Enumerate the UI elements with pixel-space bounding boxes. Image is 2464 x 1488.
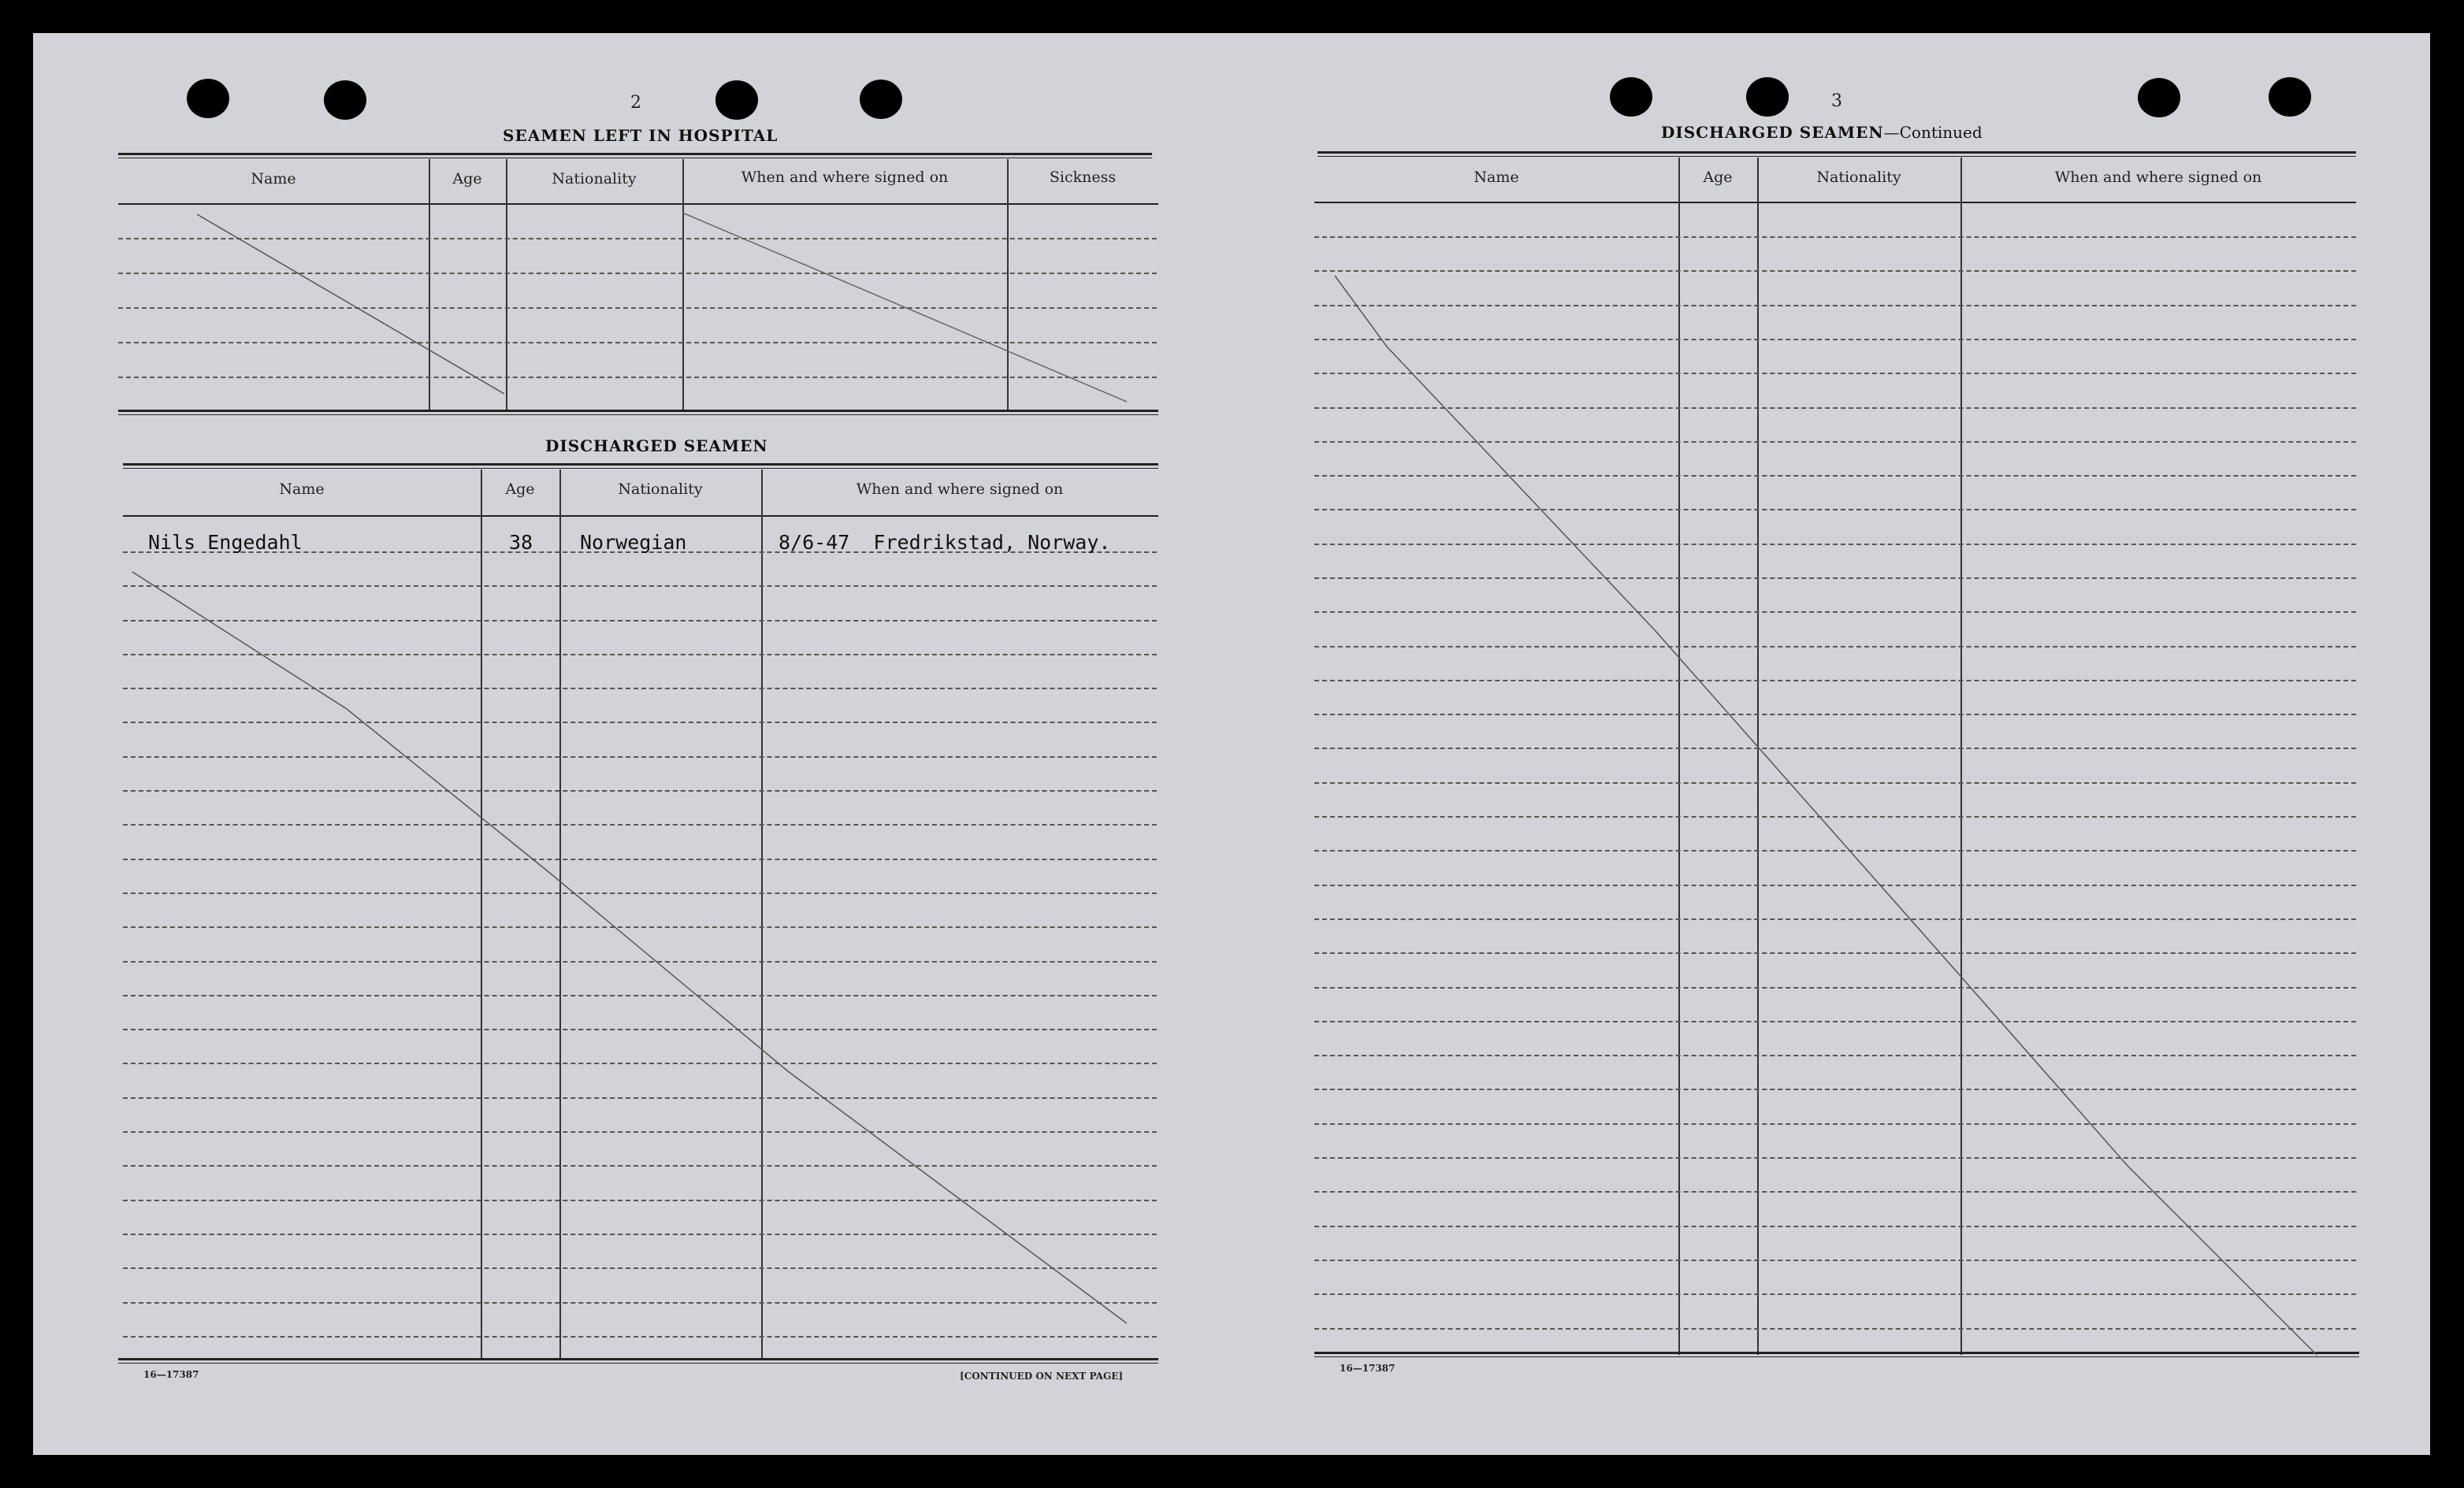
row-line xyxy=(123,756,1157,758)
continued-note: [CONTINUED ON NEXT PAGE] xyxy=(960,1371,1124,1382)
right-top-rule-thin xyxy=(1317,156,2356,157)
discharged-col-signed-on: When and where signed on xyxy=(856,481,1064,498)
hospital-column-divider xyxy=(1007,159,1009,411)
row-line xyxy=(1314,952,2356,954)
row-line xyxy=(1314,270,2356,272)
hospital-col-age: Age xyxy=(452,170,482,187)
row-line xyxy=(1314,475,2356,477)
discharged-header-rule xyxy=(123,515,1158,517)
discharged-continued-title-suffix: —Continued xyxy=(1883,123,1983,142)
row-line xyxy=(123,824,1157,826)
row-line xyxy=(1314,339,2356,340)
punch-hole xyxy=(860,80,902,119)
form-number-left: 16—17387 xyxy=(143,1369,199,1380)
hospital-column-divider xyxy=(506,159,507,411)
right-column-divider xyxy=(1678,158,1680,1355)
right-header-rule xyxy=(1314,202,2356,203)
row-line xyxy=(1314,1260,2356,1261)
row-line xyxy=(123,1267,1157,1269)
right-column-divider xyxy=(1757,158,1759,1355)
entry-age: 38 xyxy=(509,531,533,554)
row-line xyxy=(1314,544,2356,545)
row-line xyxy=(123,926,1157,928)
hospital-header-rule xyxy=(118,203,1158,205)
hospital-row-line xyxy=(118,342,1157,343)
punch-hole xyxy=(2269,77,2311,117)
discharged-top-rule-thin xyxy=(123,468,1158,469)
discharged-col-name: Name xyxy=(279,481,325,498)
entry-name: Nils Engedahl xyxy=(148,531,303,554)
row-line xyxy=(123,688,1157,689)
row-line xyxy=(1314,987,2356,989)
discharged-bottom-rule-thin xyxy=(118,1363,1158,1364)
hospital-row-line xyxy=(118,273,1157,274)
row-line xyxy=(123,995,1157,996)
row-line xyxy=(1314,305,2356,306)
row-line xyxy=(1314,748,2356,749)
ledger-sheet xyxy=(33,33,2430,1455)
punch-hole xyxy=(2138,78,2180,117)
discharged-col-nationality: Nationality xyxy=(618,481,703,498)
right-bottom-rule-thin xyxy=(1314,1356,2359,1357)
row-line xyxy=(1314,782,2356,784)
hospital-column-divider xyxy=(429,159,430,411)
hospital-col-signed-on: When and where signed on xyxy=(741,169,949,186)
row-line xyxy=(1314,850,2356,852)
discharged-top-rule xyxy=(123,463,1158,466)
row-line xyxy=(1314,1293,2356,1295)
row-line xyxy=(123,1097,1157,1099)
discharged-continued-title xyxy=(1661,123,1983,142)
hospital-bottom-rule xyxy=(118,410,1158,412)
row-line xyxy=(123,620,1157,622)
row-line xyxy=(123,654,1157,655)
punch-hole xyxy=(1746,77,1789,117)
discharged-continued-title-main: DISCHARGED SEAMEN xyxy=(1661,123,1884,142)
hospital-row-line xyxy=(118,307,1157,309)
row-line xyxy=(1314,1089,2356,1090)
discharged-column-divider xyxy=(559,469,561,1360)
row-line xyxy=(1314,577,2356,579)
row-line xyxy=(1314,918,2356,920)
hospital-row-line xyxy=(118,377,1157,378)
row-line xyxy=(1314,611,2356,613)
page-number-left: 2 xyxy=(630,93,641,113)
punch-hole xyxy=(187,79,229,118)
row-line xyxy=(1314,509,2356,510)
row-line xyxy=(123,1200,1157,1201)
discharged-bottom-rule xyxy=(118,1358,1158,1360)
row-line xyxy=(123,1063,1157,1064)
hospital-row-line xyxy=(118,238,1157,239)
hospital-column-divider xyxy=(682,159,684,411)
row-line xyxy=(123,859,1157,860)
row-line xyxy=(1314,1055,2356,1056)
row-line xyxy=(123,1234,1157,1235)
row-line xyxy=(123,961,1157,963)
row-line xyxy=(123,1029,1157,1030)
row-line xyxy=(1314,680,2356,681)
row-line xyxy=(123,585,1157,587)
punch-hole xyxy=(1610,77,1652,117)
discharged-column-divider xyxy=(761,469,763,1360)
discharged-col-age: Age xyxy=(505,481,535,498)
right-column-divider xyxy=(1960,158,1962,1355)
hospital-section-title: SEAMEN LEFT IN HOSPITAL xyxy=(503,126,779,145)
row-line xyxy=(1314,373,2356,374)
row-line xyxy=(123,1336,1157,1338)
row-line xyxy=(1314,1191,2356,1193)
discharged-section-title: DISCHARGED SEAMEN xyxy=(545,436,768,455)
right-top-rule xyxy=(1317,151,2356,154)
form-number-right: 16—17387 xyxy=(1340,1363,1396,1374)
right-col-nationality: Nationality xyxy=(1816,169,1901,186)
row-line xyxy=(123,1131,1157,1133)
row-line xyxy=(1314,1226,2356,1227)
hospital-col-sickness: Sickness xyxy=(1049,169,1117,186)
row-line xyxy=(1314,714,2356,715)
right-col-name: Name xyxy=(1474,169,1519,186)
right-col-age: Age xyxy=(1703,169,1733,186)
right-bottom-rule xyxy=(1314,1352,2359,1354)
row-line xyxy=(123,1302,1157,1304)
punch-hole xyxy=(715,80,758,120)
row-line xyxy=(123,892,1157,894)
row-line xyxy=(1314,885,2356,886)
row-line xyxy=(1314,1021,2356,1022)
entry-nationality: Norwegian xyxy=(580,531,687,554)
page-number-right: 3 xyxy=(1831,91,1842,111)
row-line xyxy=(1314,646,2356,648)
discharged-column-divider xyxy=(481,469,482,1360)
row-line xyxy=(1314,816,2356,818)
row-line xyxy=(123,722,1157,723)
hospital-top-rule xyxy=(118,153,1152,155)
row-line xyxy=(1314,1157,2356,1159)
hospital-bottom-rule-thin xyxy=(118,414,1158,415)
row-line xyxy=(1314,441,2356,443)
row-line xyxy=(1314,1123,2356,1125)
row-line xyxy=(123,790,1157,792)
hospital-col-name: Name xyxy=(251,170,296,187)
entry-signed-on: 8/6-47 Fredrikstad, Norway. xyxy=(779,531,1111,554)
hospital-col-nationality: Nationality xyxy=(552,170,637,187)
row-line xyxy=(1314,236,2356,238)
row-line xyxy=(1314,407,2356,409)
right-col-signed-on: When and where signed on xyxy=(2054,169,2262,186)
punch-hole xyxy=(324,80,366,120)
row-line xyxy=(123,1165,1157,1167)
row-line xyxy=(1314,1328,2356,1330)
